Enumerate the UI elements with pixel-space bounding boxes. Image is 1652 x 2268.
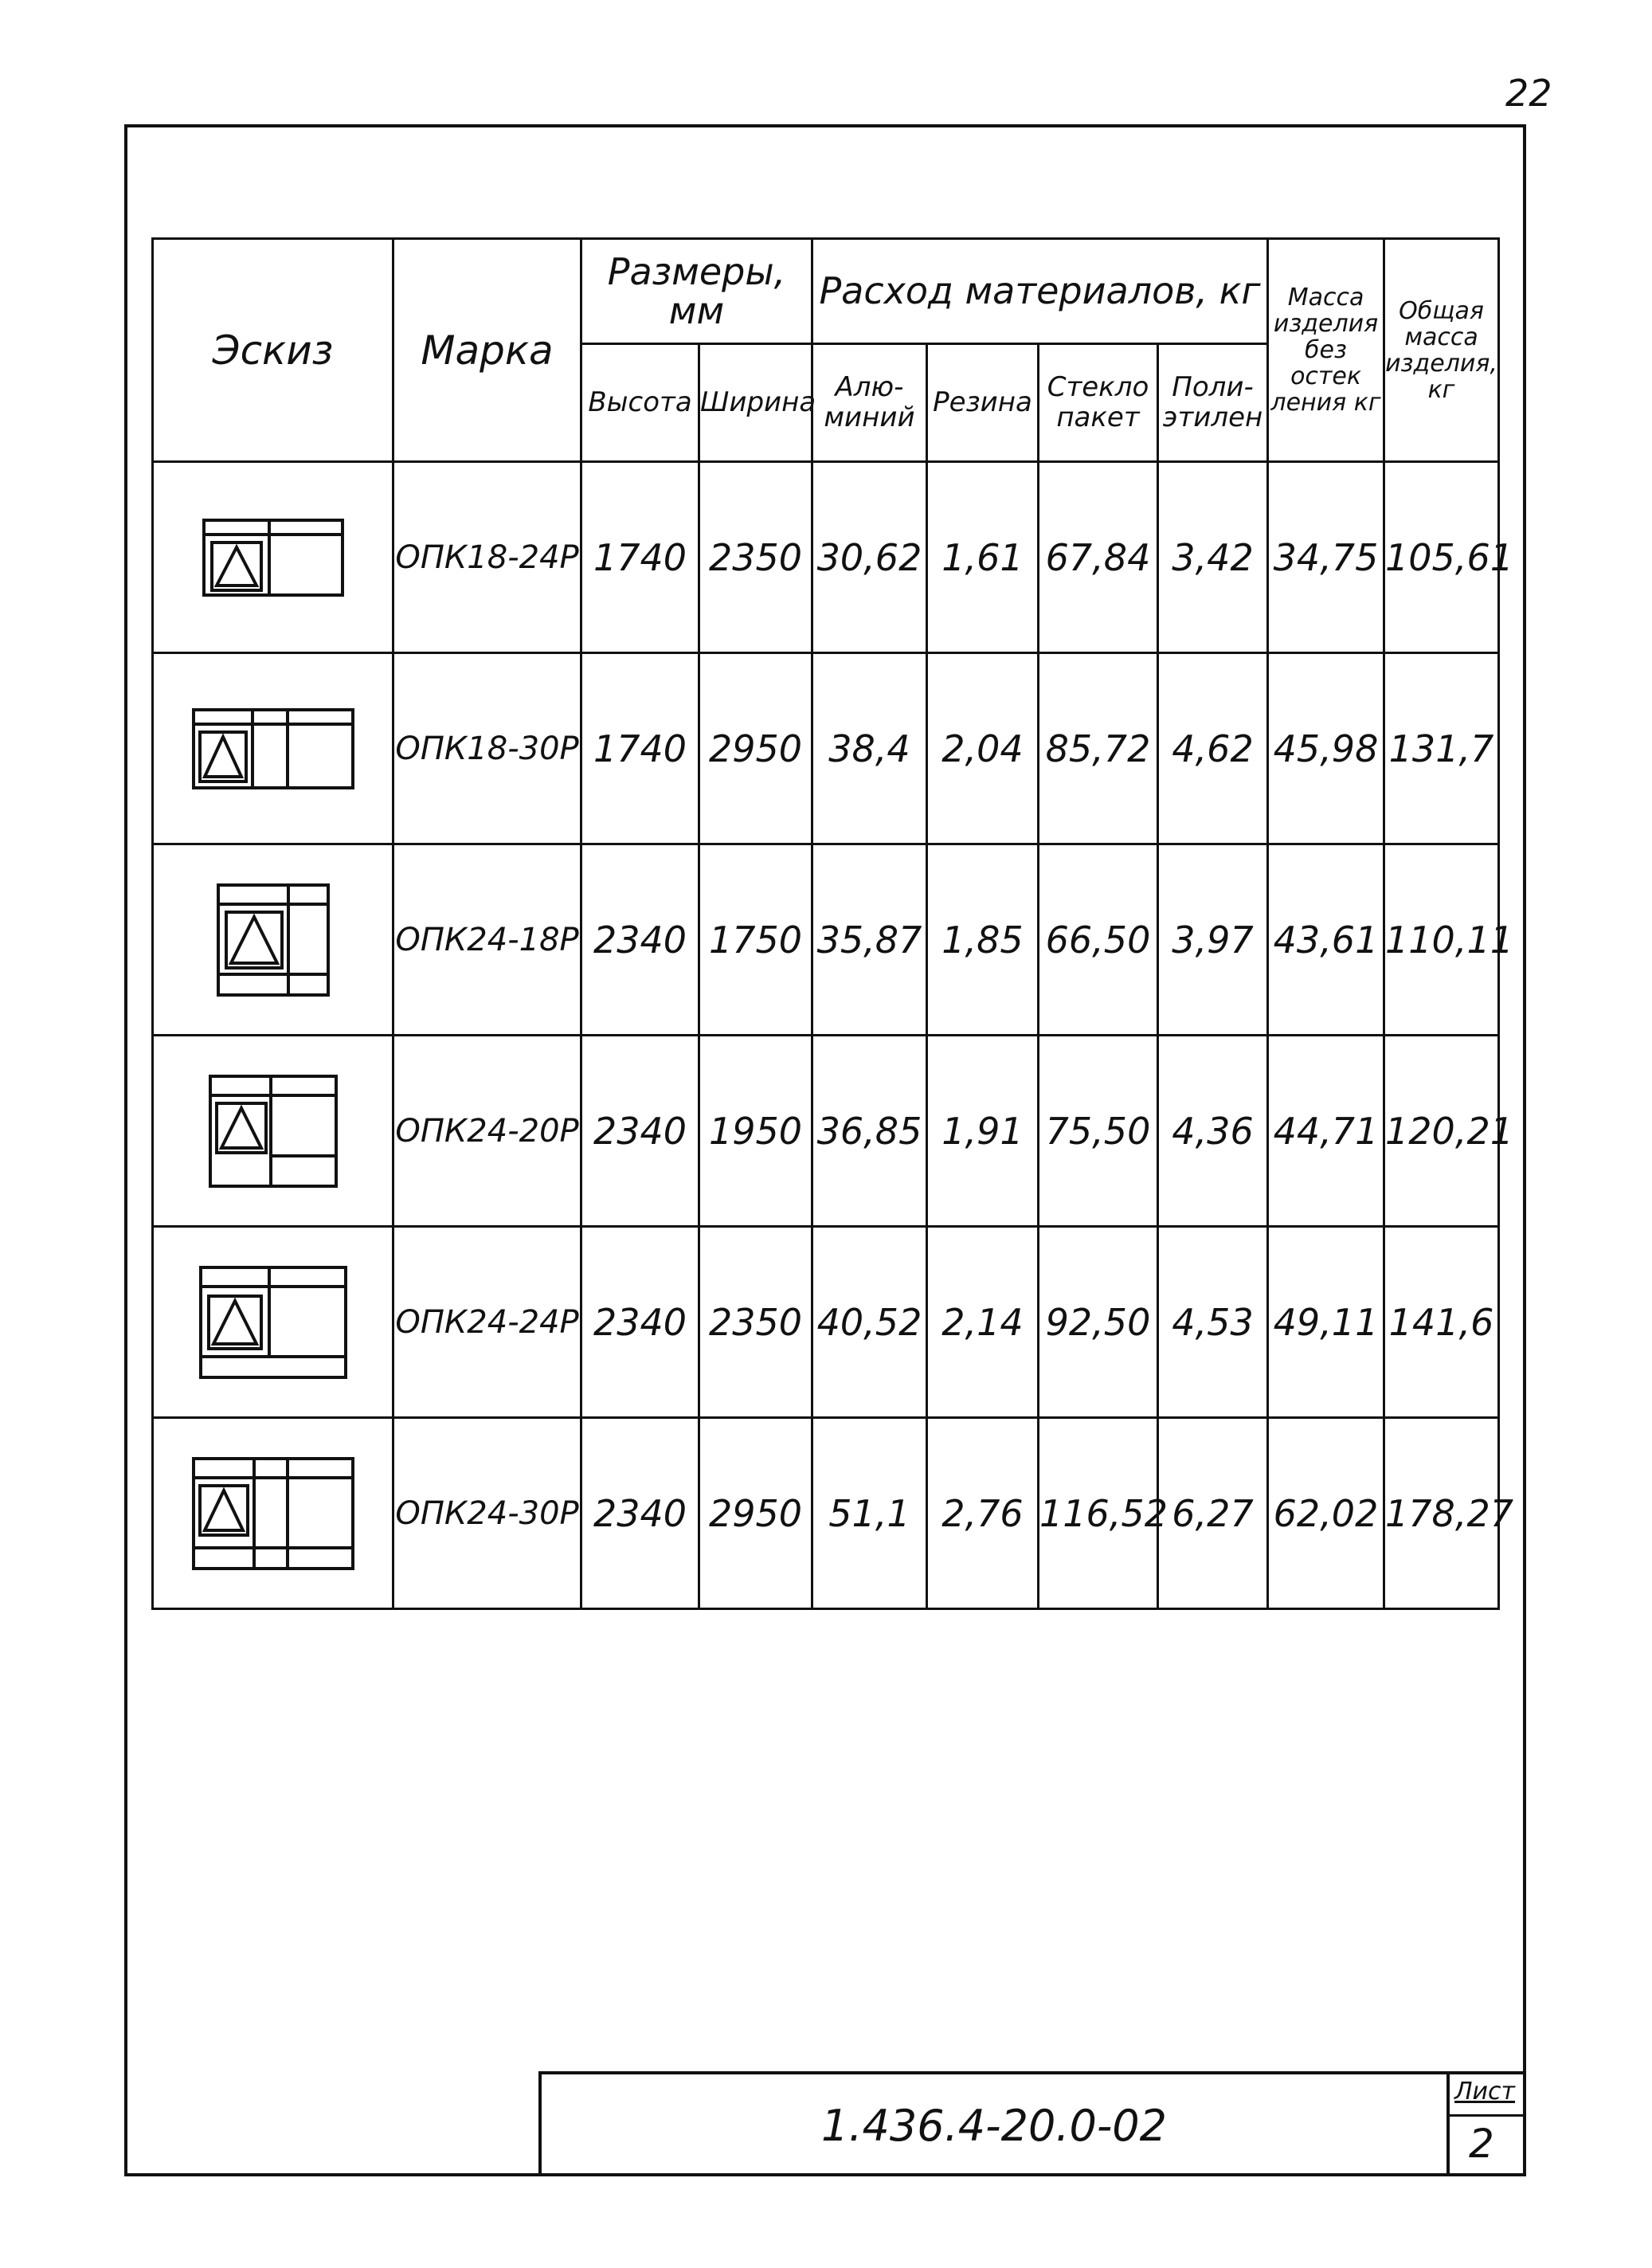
- width-cell: 1950: [699, 1036, 812, 1227]
- mark-cell: ОПК24-24Р: [393, 1227, 581, 1418]
- window-sketch-icon: [198, 514, 349, 601]
- sketch-cell: [153, 1418, 393, 1609]
- col-header-mass-no-glass: Масса изделия без остек ления кг: [1268, 239, 1384, 462]
- total-mass-cell: 105,61: [1384, 462, 1499, 653]
- total-mass-cell: 110,11: [1384, 844, 1499, 1036]
- glass-cell: 85,72: [1039, 653, 1158, 844]
- height-cell: 1740: [581, 653, 699, 844]
- aluminium-cell: 38,4: [812, 653, 927, 844]
- mark-cell: ОПК18-24Р: [393, 462, 581, 653]
- polyethylene-cell: 3,97: [1158, 844, 1268, 1036]
- mass-no-glass-cell: 62,02: [1268, 1418, 1384, 1609]
- glass-cell: 92,50: [1039, 1227, 1158, 1418]
- aluminium-cell: 35,87: [812, 844, 927, 1036]
- total-mass-cell: 178,27: [1384, 1418, 1499, 1609]
- table-row: [153, 462, 1499, 653]
- mass-no-glass-cell: 43,61: [1268, 844, 1384, 1036]
- window-sketch-icon: [189, 705, 358, 793]
- rubber-cell: 1,61: [927, 462, 1039, 653]
- polyethylene-cell: 3,42: [1158, 462, 1268, 653]
- col-header-total-mass: Общая масса изделия, кг: [1384, 239, 1499, 462]
- total-mass-cell: 120,21: [1384, 1036, 1499, 1227]
- width-cell: 2950: [699, 1418, 812, 1609]
- window-sketch-icon: [189, 1454, 358, 1573]
- window-sketch-icon: [206, 1071, 341, 1191]
- sketch-cell: [153, 653, 393, 844]
- glass-cell: 67,84: [1039, 462, 1158, 653]
- rubber-cell: 1,85: [927, 844, 1039, 1036]
- col-header-width: Ширина: [699, 344, 812, 462]
- height-cell: 2340: [581, 1418, 699, 1609]
- mass-no-glass-cell: 34,75: [1268, 462, 1384, 653]
- sheet-label: Лист: [1454, 2078, 1516, 2105]
- table-row: [153, 1227, 1499, 1418]
- sketch-cell: [153, 462, 393, 653]
- sketch-cell: [153, 1036, 393, 1227]
- window-sketch-icon: [213, 880, 333, 1000]
- total-mass-cell: 141,6: [1384, 1227, 1499, 1418]
- title-block: [538, 2071, 1526, 2176]
- polyethylene-cell: 6,27: [1158, 1418, 1268, 1609]
- rubber-cell: 2,14: [927, 1227, 1039, 1418]
- window-sketch-icon: [196, 1263, 350, 1382]
- sheet-divider: [1450, 2114, 1526, 2117]
- col-header-materials: Расход материалов, кг: [812, 239, 1268, 344]
- width-cell: 1750: [699, 844, 812, 1036]
- col-header-height: Высота: [581, 344, 699, 462]
- total-mass-cell: 131,7: [1384, 653, 1499, 844]
- sketch-cell: [153, 1227, 393, 1418]
- col-header-sketch: Эскиз: [153, 239, 393, 462]
- col-header-aluminium: Алю-миний: [812, 344, 927, 462]
- height-cell: 1740: [581, 462, 699, 653]
- page-number: 22: [1505, 72, 1552, 115]
- aluminium-cell: 51,1: [812, 1418, 927, 1609]
- width-cell: 2350: [699, 462, 812, 653]
- col-header-dimensions: Размеры, мм: [581, 239, 812, 344]
- sheet-box: [1446, 2074, 1526, 2176]
- aluminium-cell: 36,85: [812, 1036, 927, 1227]
- header-row: [153, 239, 1499, 344]
- width-cell: 2350: [699, 1227, 812, 1418]
- rubber-cell: 1,91: [927, 1036, 1039, 1227]
- aluminium-cell: 40,52: [812, 1227, 927, 1418]
- document-code: 1.436.4-20.0-02: [820, 2100, 1168, 2151]
- col-header-rubber: Резина: [927, 344, 1039, 462]
- polyethylene-cell: 4,53: [1158, 1227, 1268, 1418]
- glass-cell: 116,52: [1039, 1418, 1158, 1609]
- polyethylene-cell: 4,62: [1158, 653, 1268, 844]
- mark-cell: ОПК24-18Р: [393, 844, 581, 1036]
- mass-no-glass-cell: 44,71: [1268, 1036, 1384, 1227]
- height-cell: 2340: [581, 844, 699, 1036]
- rubber-cell: 2,76: [927, 1418, 1039, 1609]
- col-header-mark: Марка: [393, 239, 581, 462]
- col-header-glass: Стекло пакет: [1039, 344, 1158, 462]
- height-cell: 2340: [581, 1227, 699, 1418]
- col-header-polyethylene: Поли-этилен: [1158, 344, 1268, 462]
- height-cell: 2340: [581, 1036, 699, 1227]
- table-row: [153, 653, 1499, 844]
- specification-table: [151, 237, 1513, 1610]
- table-row: [153, 1036, 1499, 1227]
- sheet-number: 2: [1469, 2121, 1494, 2167]
- mass-no-glass-cell: 45,98: [1268, 653, 1384, 844]
- glass-cell: 75,50: [1039, 1036, 1158, 1227]
- rubber-cell: 2,04: [927, 653, 1039, 844]
- width-cell: 2950: [699, 653, 812, 844]
- aluminium-cell: 30,62: [812, 462, 927, 653]
- glass-cell: 66,50: [1039, 844, 1158, 1036]
- sketch-cell: [153, 844, 393, 1036]
- mass-no-glass-cell: 49,11: [1268, 1227, 1384, 1418]
- mark-cell: ОПК18-30Р: [393, 653, 581, 844]
- table-row: [153, 844, 1499, 1036]
- mark-cell: ОПК24-20Р: [393, 1036, 581, 1227]
- polyethylene-cell: 4,36: [1158, 1036, 1268, 1227]
- mark-cell: ОПК24-30Р: [393, 1418, 581, 1609]
- table-row: [153, 1418, 1499, 1609]
